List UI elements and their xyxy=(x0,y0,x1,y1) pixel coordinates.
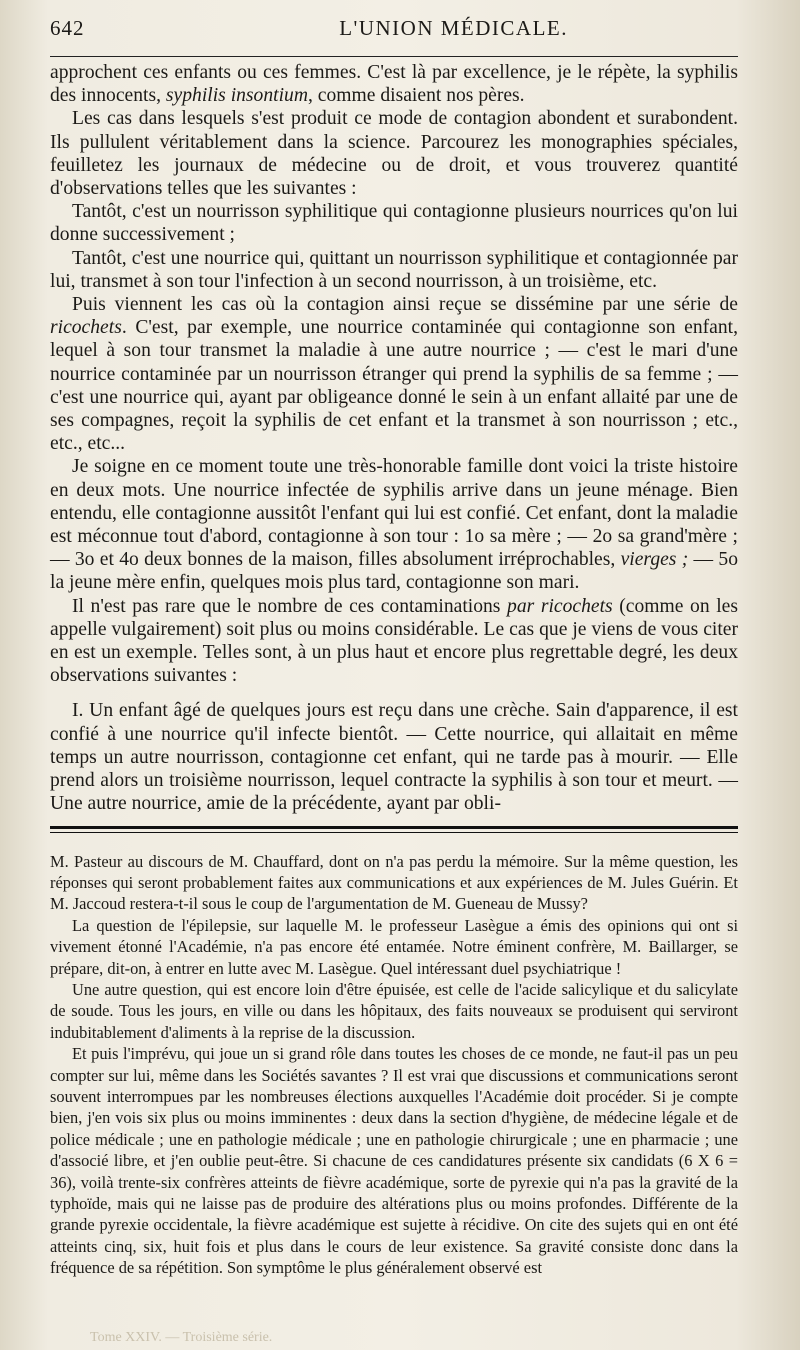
feuilleton-paragraph: La question de l'épilepsie, sur laquelle M. le professeur Lasègue a émis des opinions qui ont si vivement étonné l'Académie, n'a pas encore été entamée. Notre éminent confrère, M. Baillarger, se prépare, dit-on, à entrer en lutte avec M. Lasègue. Quel intéressant duel psychiatrique ! xyxy=(50,915,738,978)
header-rule xyxy=(50,56,738,57)
bleed-through-text: Tome XXIV. — Troisième série. xyxy=(90,1330,273,1345)
main-paragraph xyxy=(50,107,738,200)
running-header xyxy=(50,16,738,50)
italic-term: ricochets xyxy=(50,317,122,339)
text-run: — 5o la jeune mère enfin, quelques mois plus tard, contagionne son mari. xyxy=(50,549,739,594)
main-article-text xyxy=(50,61,738,816)
italic-term: syphilis insontium xyxy=(165,85,308,107)
italic-term: vierges ; xyxy=(620,549,689,571)
main-paragraph xyxy=(50,595,738,688)
text-run: I. Un enfant âgé de quelques jours est reçu dans une crèche. Sain d'apparence, il est confié à une nourrice qu'il infecte bientôt. — Cette nourrice, qui allaitait en même temps un autre nourrisson, contagionne cet enfant, qui ne tarde pas à mourir. — Elle prend alors un troisième nourrisson, lequel contracte la syphilis à son tour et meurt. — Une autre nourrice, amie de la précédente, ayant par obli- xyxy=(50,700,738,815)
main-paragraph xyxy=(50,200,738,246)
journal-title: L'UNION MÉDICALE. xyxy=(339,16,568,40)
text-run: Tantôt, c'est un nourrisson syphilitique qui contagionne plusieurs nourrices qu'on lui donne successivement ; xyxy=(50,201,738,246)
text-run: , comme disaient nos pères. xyxy=(308,85,525,107)
text-run: Il n'est pas rare que le nombre de ces contaminations xyxy=(72,595,508,617)
main-paragraph xyxy=(50,247,738,293)
feuilleton-text xyxy=(50,851,738,1279)
page-number: 642 xyxy=(50,16,85,40)
feuilleton-paragraph: Et puis l'imprévu, qui joue un si grand rôle dans toutes les choses de ce monde, ne faut-il pas un peu compter sur lui, même dans les Sociétés savantes ? Il est vrai que discussions et communications seront souvent interrompues par les nombreuses élections auxquelles l'Académie doit procéder. Si je compte bien, j'en vois six plus ou moins imminentes : deux dans la section d'hygiène, de médecine légale et de police médicale ; une en pathologie médicale ; une en pathologie chirurgicale ; une en pharmacie ; une d'associé libre, et j'en oublie peut-être. Si chacune de ces candidatures présente six candidats (6 X 6 = 36), voilà trente-six confrères atteints de fièvre académique, sorte de pyrexie qui n'a pas la gravité de la typhoïde, mais qui ne laisse pas de produire des altérations plus ou moins profondes. Différente de la grande pyrexie occidentale, la fièvre académique est sujette à récidive. On cite des sujets qui en ont été atteints cinq, six, huit fois et plus dans le cours de leur existence. Sa gravité consiste donc dans la fréquence de sa répétition. Son symptôme le plus généralement observé est xyxy=(50,1044,738,1278)
text-run: Les cas dans lesquels s'est produit ce mode de contagion abondent et surabondent. Ils pullulent véritablement dans la science. Parcourez les monographies spéciales, feuilletez les journaux de médecine ou de droit, et vous trouverez quantité d'observations telles que les suivantes : xyxy=(50,108,738,200)
main-paragraph xyxy=(50,61,738,107)
feuilleton-paragraph: Une autre question, qui est encore loin d'être épuisée, est celle de l'acide salicylique et du salicylate de soude. Tous les jours, en ville ou dans les hôpitaux, des faits nouveaux se produisent qui serviront indubitablement d'aliments à la reprise de la discussion. xyxy=(50,979,738,1042)
feuilleton-separator xyxy=(50,826,738,833)
italic-term: par ricochets xyxy=(507,595,613,617)
text-run: Je soigne en ce moment toute une très-honorable famille dont voici la triste histoire en deux mots. Une nourrice infectée de syphilis arrive dans un jeune ménage. Bien entendu, elle contagionne aussitôt l'enfant qui lui est confié. Cet enfant, dont la maladie est méconnue tout d'abord, contagionne à son tour : 1o sa mère ; — 2o sa grand'mère ; — 3o et 4o deux bonnes de la maison, filles absolument irréprochables, xyxy=(50,456,738,571)
main-paragraph xyxy=(50,293,738,455)
text-run: Tantôt, c'est une nourrice qui, quittant un nourrisson syphilitique et contagionnée par lui, transmet à son tour l'infection à un second nourrisson, à un troisième, etc. xyxy=(50,247,738,292)
main-paragraph xyxy=(50,699,738,815)
feuilleton-paragraph: M. Pasteur au discours de M. Chauffard, dont on n'a pas perdu la mémoire. Sur la même question, les réponses qui seront probablement faites aux communications et aux expériences de M. Jules Guérin. Et M. Jaccoud restera-t-il sous le coup de l'argumentation de M. Gueneau de Mussy? xyxy=(50,851,738,914)
text-run: approchent ces enfants ou ces femmes. C'est là par excellence, je le répète, la syphilis des innocents, xyxy=(50,62,738,107)
text-run: (comme on les appelle vulgairement) soit plus ou moins considérable. Le cas que je viens de vous citer en est un exemple. Telles sont, à un plus haut et encore plus regrettable degré, les deux observations suivantes : xyxy=(50,595,738,687)
main-paragraph xyxy=(50,455,738,594)
text-run: . C'est, par exemple, une nourrice contaminée qui contagionne son enfant, lequel à son tour transmet la maladie à une autre nourrice ; — c'est le mari d'une nourrice contaminée par un nourrisson étranger qui prend la syphilis de sa femme ; — c'est une nourrice qui, ayant par obligeance donné le sein à un enfant allaité par une de ses compagnes, reçoit la syphilis de cet enfant et la transmet à son nourrisson ; etc., etc., etc... xyxy=(50,317,738,455)
text-run: Puis viennent les cas où la contagion ainsi reçue se dissémine par une série de xyxy=(72,294,738,316)
